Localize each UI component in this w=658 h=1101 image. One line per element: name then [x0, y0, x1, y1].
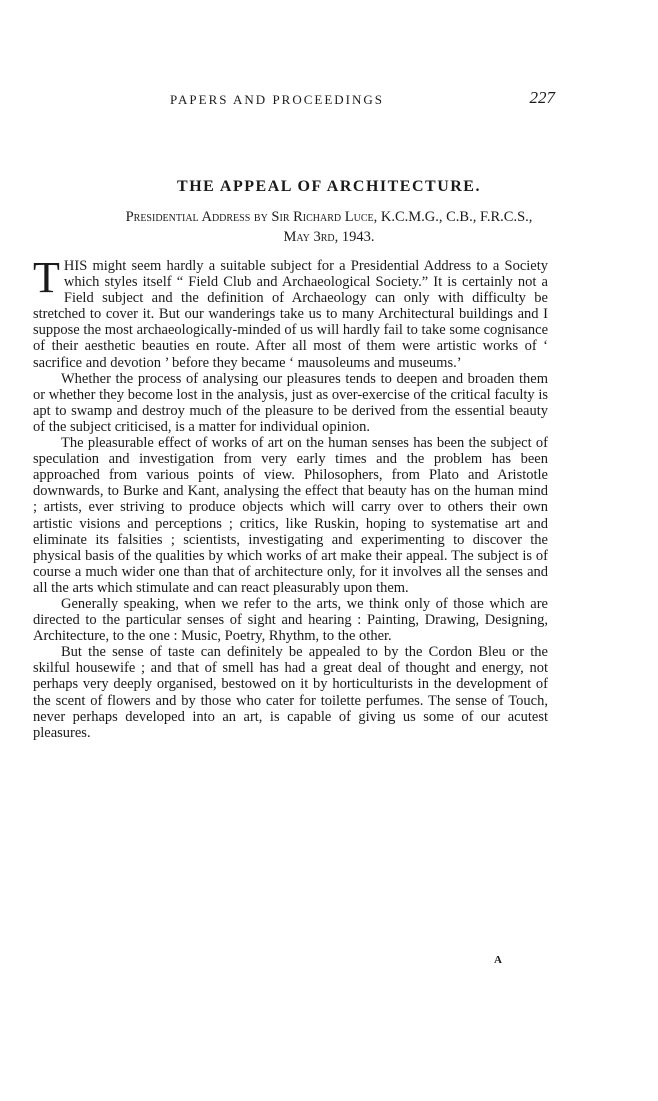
paragraph-2: Whether the process of analysing our pleasures tends to deepen and broaden them or whether they become lost in the analysis, just as over-exercise of the critical faculty is apt to swamp and destroy much of the pleasure to be derived from the essential beauty of the subject criticised, is a matter for individual opinion.: [33, 370, 548, 435]
subtitle-line-1: Presidential Address by Sir Richard Luce, K.C.M.G., C.B., F.R.C.S.,: [125, 209, 533, 225]
subtitle-line-2: May 3rd, 1943.: [283, 229, 375, 245]
paragraph-1-text: HIS might seem hardly a suitable subject for a Presidential Address to a Society which styles itself “ Field Club and Archaeological Society.” It is certainly not a Field subject and the definition of Archaeology can only with difficulty be stretched to cover it. But our wanderings take us to many Architectural buildings and I suppose the most archaeologically-minded of us will hardly fail to take some cognisance of their aesthetic beauties en route. After all most of them were artistic works of ‘ sacrifice and devotion ’ before they became ‘ mausoleums and museums.’: [33, 258, 548, 371]
paragraph-1: [33, 253, 548, 371]
paragraph-3: The pleasurable effect of works of art on the human senses has been the subject of speculation and investigation from very early times and the problem has been approached from various points of view. Philosophers, from Plato and Aristotle downwards, to Burke and Kant, analysing the effect that beauty has on the human mind ; artists, ever striving to produce objects which will carry over to others their own artistic visions and perceptions ; critics, like Ruskin, hoping to systematise art and eliminate its falsities ; scientists, investigating and experimenting to discover the physical basis of the qualities by which works of art make their appeal. The subject is of course a much wider one than that of architecture only, for it involves all the senses and all the arts which stimulate and can react pleasurably upon them.: [33, 435, 548, 596]
running-head-title: PAPERS AND PROCEEDINGS: [170, 92, 385, 107]
paragraph-4: Generally speaking, when we refer to the arts, we think only of those which are directed to the particular senses of sight and hearing : Painting, Drawing, Designing, Architecture, to the one : Music, Poetry, Rhythm, to the other.: [33, 595, 548, 645]
drop-cap: T: [33, 253, 60, 302]
page-number: 227: [529, 88, 555, 107]
article-subtitle: [30, 207, 628, 247]
article-title: THE APPEAL OF ARCHITECTURE.: [177, 178, 481, 195]
article-body: [33, 253, 548, 741]
paragraph-5: But the sense of taste can definitely be appealed to by the Cordon Bleu or the skilful housewife ; and that of smell has had a great deal of thought and energy, not perhaps very deeply organised, bestowed on it by horticulturists in the development of the scent of flowers and by those who cater for toilette perfumes. The sense of Touch, never perhaps developed into an art, is capable of giving us some of our acutest pleasures.: [33, 644, 548, 741]
signature-mark: A: [494, 954, 502, 966]
